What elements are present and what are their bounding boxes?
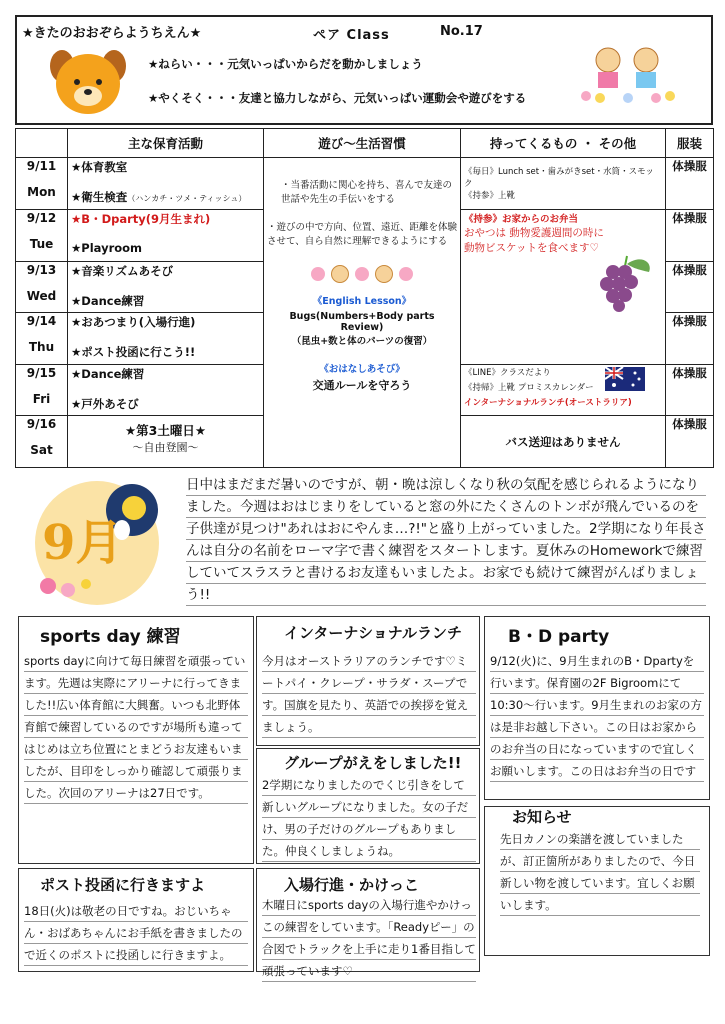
col-play: 遊び～生活習慣 xyxy=(264,129,461,158)
weekday: Sat xyxy=(30,443,53,458)
activity-2: ～自由登園～ xyxy=(132,441,199,455)
wear: 体操服 xyxy=(666,261,714,313)
date: 9/13 xyxy=(26,262,57,277)
date: 9/15 xyxy=(26,365,57,380)
activity-1: ★おあつまり(入場行進) xyxy=(71,315,196,330)
activity-2: ★Dance練習 xyxy=(71,293,145,308)
date: 9/12 xyxy=(26,210,57,225)
post-title: ポスト投函に行きますよ xyxy=(40,876,206,894)
play-goal-1: ・当番活動に関心を持ち、喜んで友達の世話や先生の手伝いをする xyxy=(281,180,453,206)
date: 9/11 xyxy=(26,159,57,174)
issue-number: No.17 xyxy=(440,24,483,39)
bring-lunch: 《持参》お家からのお弁当 xyxy=(464,213,579,225)
no-bus-notice: バス送迎はありません xyxy=(461,416,666,468)
wear: 体操服 xyxy=(666,209,714,261)
international-lunch-title: インターナショナルランチ xyxy=(284,624,463,642)
weekday: Wed xyxy=(26,288,57,303)
bring-shoes: 《持参》上靴 xyxy=(464,191,516,202)
story-title: 《おはなしあそび》 xyxy=(319,364,405,376)
wear: 体操服 xyxy=(666,416,714,468)
activity-2: ★衛生検査 xyxy=(71,190,128,205)
play-goal-2: ・遊びの中で方向、位置、遠近、距離を体験させて、自ら自然に理解できるようにする xyxy=(267,222,458,248)
activity-1: ★Dance練習 xyxy=(71,366,145,381)
weekday: Tue xyxy=(29,236,54,251)
school-name: ★きたのおおぞらようちえん★ xyxy=(22,26,202,41)
activity-1: ★音楽リズムあそび xyxy=(71,263,174,278)
col-wear: 服装 xyxy=(666,129,714,158)
promise-text: ★やくそく・・・友達と協力しながら、元気いっぱい運動会や遊びをする xyxy=(148,91,527,105)
march-text: 木曜日にsports dayの入場行進やかけっこの練習をしています。「Readyピー」の合図でトラックを上手に走り1番目指して頑張っています♡ xyxy=(262,894,476,982)
bear-icon xyxy=(48,44,128,116)
weekday: Mon xyxy=(27,185,56,200)
post-text: 18日(火)は敬老の日ですね。おじいちゃん・おばあちゃんにお手紙を書きましたので近くのポストに投函しに行きますよ。 xyxy=(24,900,248,966)
decoration-row xyxy=(267,265,457,283)
month-label: 9月 xyxy=(42,515,124,571)
aim-text: ★ねらい・・・元気いっぱいからだを動かしましょう xyxy=(148,57,423,71)
date: 9/14 xyxy=(26,314,57,329)
weekday: Thu xyxy=(28,340,55,355)
activity-2: ★Playroom xyxy=(71,240,143,255)
story-body: 交通ルールを守ろう xyxy=(312,379,412,393)
bd-party-title: B・D party xyxy=(508,627,610,647)
australia-flag-icon xyxy=(605,367,645,391)
activity-1: ★体育教室 xyxy=(71,160,128,175)
snack-note: おやつは 動物愛護週間の時に 動物ビスケットを食べます♡ xyxy=(464,226,604,254)
bd-party-text: 9/12(火)に、9月生まれのB・Dpartyを行います。保育園の2F Bigroomにて10:30～行います。9月生まれのお家の方は是非お越し下さい。この日はお家からのお弁当の日になっていますので宜しくお願いします。この日はお弁当の日です xyxy=(490,650,704,782)
intro-text: 日中はまだまだ暑いのですが、朝・晩は涼しくなり秋の気配を感じられるようになりました。今週はおはじまりをしていると窓の外にたくさんのトンボが飛んでいるのを子供達が見つけ"あれはおにやんま…?!"と盛り上がっていました。2学期になり年長さんは自分の名前をローマ字で書く練習をスタートします。夏休みのHomeworkで練習していてスラスラと書けるお友達もいましたよ。お家でも続けて練習がんばりましょう!! xyxy=(186,474,706,606)
col-bring: 持ってくるもの ・ その他 xyxy=(461,129,666,158)
activity-1: ★第3土曜日★ xyxy=(124,423,207,439)
col-activity: 主な保育活動 xyxy=(68,129,264,158)
date: 9/16 xyxy=(26,417,57,432)
sports-day-text: sports dayに向けて毎日練習を頑張っています。先週は実際にアリーナに行ってきました!!広い体育館に大興奮。いつも北野体育館で練習しているのですが場所も違ってはじめは立ち位置にとまどうお友達もいましたが、目印をしっかり確認して頑張りました。次回のアリーナは27日です。 xyxy=(24,650,248,804)
international-lunch-text: 今月はオーストラリアのランチです♡ミートパイ・クレープ・サラダ・スープです。国旗を見たり、英語での挨拶を覚えましょう。 xyxy=(262,650,476,738)
grapes-icon xyxy=(591,252,655,312)
english-lesson-title: 《English Lesson》 xyxy=(312,296,412,308)
bring-home: 《持帰》上靴 プロミスカレンダー xyxy=(464,382,594,393)
group-change-title: グループがえをしました!! xyxy=(284,754,462,772)
play-column xyxy=(264,158,461,468)
bring-daily: 《毎日》Lunch set・歯みがきset・水筒・スモック xyxy=(464,167,654,190)
weekly-schedule-table xyxy=(15,128,714,468)
sports-day-title: sports day 練習 xyxy=(40,627,181,647)
notice-title: お知らせ xyxy=(512,808,572,826)
group-change-text: 2学期になりましたのでくじ引きをして新しいグループになりました。女の子だけ、男の子だけのグループもありました。仲良くしましょうね。 xyxy=(262,774,476,862)
activity-note: （ハンカチ・ツメ・ティッシュ） xyxy=(127,194,247,204)
wear: 体操服 xyxy=(666,158,714,210)
english-lesson-body: Bugs(Numbers+Body parts Review) xyxy=(289,311,435,334)
class-label: ペア Class xyxy=(313,28,390,43)
wear: 体操服 xyxy=(666,313,714,365)
international-lunch: インターナショナルランチ(オーストラリア) xyxy=(464,397,632,408)
table-row xyxy=(16,158,714,210)
activity-1: ★B・Dparty(9月生まれ) xyxy=(71,211,211,226)
english-lesson-sub: （昆虫+数と体のパーツの復習） xyxy=(291,336,433,348)
notice-text: 先日カノンの楽譜を渡していましたが、訂正箇所がありましたので、今日新しい物を渡しています。宜しくお願いします。 xyxy=(500,828,700,916)
activity-2: ★ポスト投函に行こう!! xyxy=(71,345,196,360)
activity-2: ★戸外あそび xyxy=(71,396,139,411)
children-illustration xyxy=(578,36,678,106)
march-title: 入場行進・かけっこ xyxy=(284,876,420,894)
wear: 体操服 xyxy=(666,364,714,416)
line-notice: 《LINE》クラスだより xyxy=(464,367,551,378)
weekday: Fri xyxy=(32,391,51,406)
